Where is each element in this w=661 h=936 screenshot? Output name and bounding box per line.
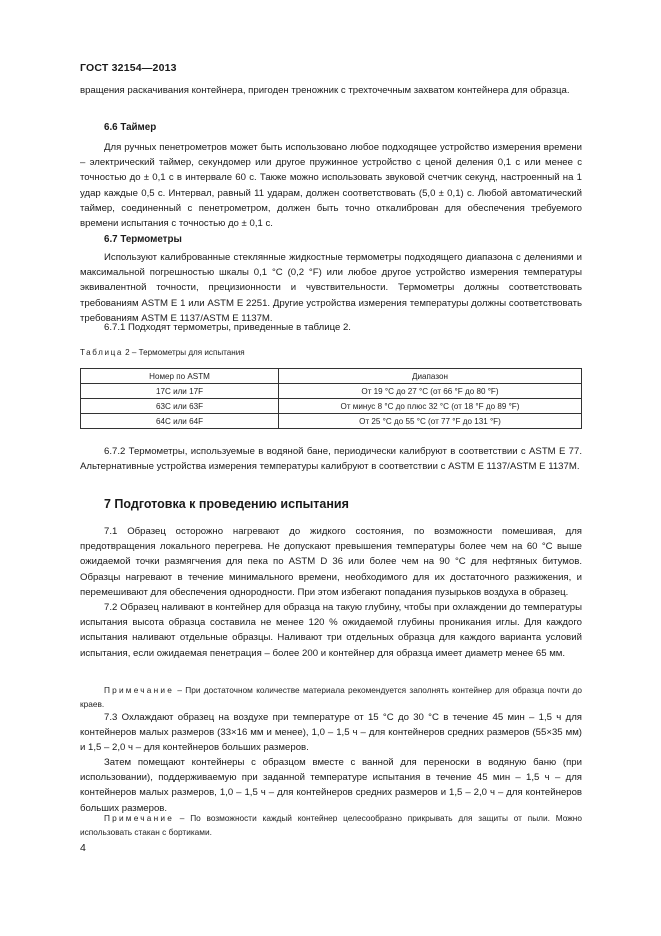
- section-heading-6-7: 6.7 Термометры: [104, 234, 182, 245]
- table-cell: 64С или 64F: [81, 414, 279, 429]
- paragraph-7-3: 7.3 Охлаждают образец на воздухе при температуре от 15 °С до 30 °С в течение 45 мин – 1,5 ч для контейнеров малых размеров (33×16 мм и менее), 1,0 – 1,5 ч – для контейнеров средних размеров (55×35 мм) и 1,5 – 2,0 ч – для контейнеров больших размеров.: [80, 712, 582, 754]
- table-header-cell: Номер по ASTM: [81, 369, 279, 384]
- paragraph-6-7: Используют калиброванные стеклянные жидкостные термометры подходящего диапазона с делениями и максимальной погрешностью шкалы 0,1 °С (0,2 °F) или любое другое устройство измерения температуры эквивалентной точности, прецизионности и чувствительности. Термометры должны соответствовать требованиям ASTM Е 1 или ASTM Е 2251. Другие устройства измерения температуры должны соответствовать требованиям ASTM Е 1137/ASTM Е 1137M.: [80, 252, 582, 324]
- note-2: [80, 812, 582, 839]
- paragraph-6-7-1: 6.7.1 Подходят термометры, приведенные в таблице 2.: [104, 322, 351, 333]
- note-text: – При достаточном количестве материала рекомендуется заполнять контейнер для образца почти до краев.: [80, 685, 582, 709]
- standard-header: ГОСТ 32154—2013: [80, 62, 177, 74]
- table-header-cell: Диапазон: [279, 369, 582, 384]
- chapter-heading-7: 7 Подготовка к проведению испытания: [104, 497, 349, 511]
- table-cell: От минус 8 °С до плюс 32 °С (от 18 °F до 89 °F): [279, 399, 582, 414]
- thermometer-table: [80, 368, 582, 429]
- table-row: [81, 414, 582, 429]
- section-heading-6-6: 6.6 Таймер: [104, 122, 157, 133]
- note-1: [80, 684, 582, 711]
- table-row: [81, 399, 582, 414]
- table-caption-label: Таблица: [80, 348, 123, 357]
- table-caption-title: 2 – Термометры для испытания: [122, 348, 245, 357]
- paragraph-6-7-2: 6.7.2 Термометры, используемые в водяной бане, периодически калибруют в соответствии с ASTM Е 77. Альтернативные устройства измерения температуры калибруют в соответствии с ASTM Е 1137/ASTM Е 1137M.: [80, 446, 582, 473]
- paragraph-6-6: Для ручных пенетрометров может быть использовано любое подходящее устройство измерения времени – электрический таймер, секундомер или другое пружинное устройство с ценой деления 0,1 с или менее с точностью до ± 0,1 с в интервале 60 с. Также можно использовать звуковой счетчик секунд, настроенный на 1 удар каждые 0,5 с. Интервал, равный 11 ударам, должен соответствовать (5,0 ± 0,1) с. Любой автоматический таймер, соединенный с пенетрометром, должен быть точно откалиброван для обеспечения требуемого времени испытания с точностью до ± 0,1 с.: [80, 142, 582, 230]
- paragraph-continuation: вращения раскачивания контейнера, пригоден треножник с трехточечным захватом контейнера для образца.: [80, 85, 570, 96]
- table-cell: 17С или 17F: [81, 384, 279, 399]
- table-cell: От 19 °С до 27 °С (от 66 °F до 80 °F): [279, 384, 582, 399]
- table-row: [81, 384, 582, 399]
- paragraph-7-1: 7.1 Образец осторожно нагревают до жидкого состояния, по возможности помешивая, для предотвращения локального перегрева. Не допускают превышения температуры более чем на 60 °С выше ожидаемой точки размягчения для пека по ASTM D 36 или более чем на 90 °С для нефтяных битумов. Образцы нагревают в течение минимального времени, необходимого для их достаточного разжижения, и перемешивают для обеспечения однородности. При этом избегают попадания пузырьков воздуха в образец.: [80, 526, 582, 598]
- table-header-row: [81, 369, 582, 384]
- table-cell: 63С или 63F: [81, 399, 279, 414]
- paragraph-7-3-continued: Затем помещают контейнеры с образцом вместе с ванной для переноски в водяную баню (при использовании), поддерживаемую при заданной температуре испытания в течение 45 мин – 1,5 ч – для контейнеров малых размеров, 1,0 – 1,5 ч – для контейнеров средних размеров и 1,5 – 2,0 ч – для контейнеров больших размеров.: [80, 757, 582, 814]
- note-text: – По возможности каждый контейнер целесообразно прикрывать для защиты от пыли. Можно использовать стакан с бортиками.: [80, 813, 582, 837]
- table-cell: От 25 °С до 55 °С (от 77 °F до 131 °F): [279, 414, 582, 429]
- paragraph-7-2: 7.2 Образец наливают в контейнер для образца на такую глубину, чтобы при охлаждении до температуры испытания высота образца составила не менее 120 % ожидаемой глубины проникания иглы. Для каждого испытания наливают отдельные образцы. Наливают три отдельных образца для каждого варианта условий испытания, если ожидаемая пенетрация – более 200 и контейнер для образца имеет диаметр менее 65 мм.: [80, 602, 582, 659]
- note-label: Примечание: [104, 813, 175, 823]
- page-number: 4: [80, 842, 86, 854]
- note-label: Примечание: [104, 685, 175, 695]
- table-caption: [80, 348, 245, 357]
